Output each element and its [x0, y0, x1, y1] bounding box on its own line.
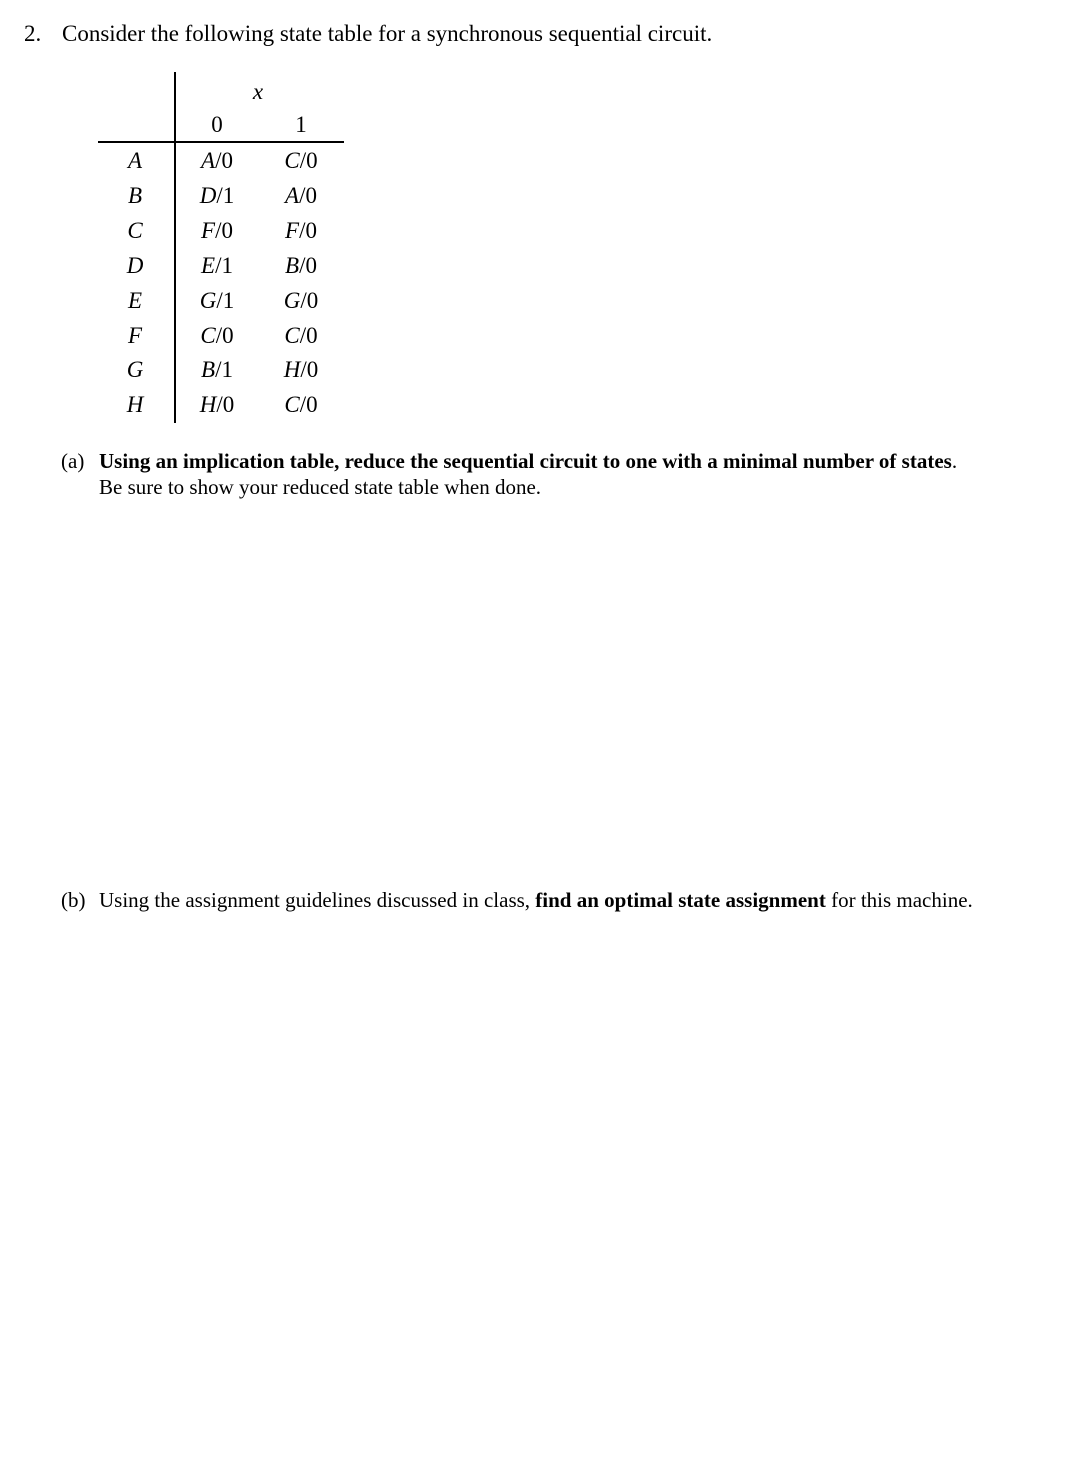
state-label: G — [126, 357, 144, 382]
part-b-lead: Using the assignment guidelines discussed in class, — [99, 888, 536, 912]
column-header-0: 0 — [211, 112, 223, 137]
state-label: D — [126, 253, 144, 278]
next-state: G — [199, 288, 217, 313]
next-state-output-x1: C/0 — [284, 323, 318, 348]
output-value: 1 — [222, 288, 235, 313]
state-label: B — [127, 183, 143, 208]
column-header-1: 1 — [295, 112, 307, 137]
output-value: 0 — [305, 183, 317, 208]
next-state-output-x1: C/0 — [284, 392, 318, 417]
next-state: C — [200, 323, 216, 348]
next-state: C — [284, 323, 300, 348]
output-value: 0 — [222, 392, 235, 417]
output-value: 0 — [306, 148, 318, 173]
next-state: C — [284, 392, 300, 417]
output-value: 0 — [221, 148, 233, 173]
next-state: F — [201, 218, 216, 243]
next-state-output-x1: H/0 — [283, 357, 319, 382]
output-value: 1 — [222, 183, 235, 208]
output-value: 0 — [222, 323, 234, 348]
next-state-output-x0: A/0 — [201, 148, 233, 173]
question-number: 2. — [24, 21, 42, 46]
next-state: C — [284, 148, 300, 173]
part-b-tag: (b) — [61, 888, 86, 912]
output-value: 0 — [306, 392, 318, 417]
question-text: Consider the following state table for a synchronous sequential circuit. — [62, 21, 713, 46]
state-label: F — [127, 323, 143, 348]
next-state-output-x0: B/1 — [201, 357, 233, 382]
state-label: E — [127, 288, 143, 313]
part-b-tail: for this machine. — [825, 888, 973, 912]
next-state-output-x0: D/1 — [199, 183, 235, 208]
next-state-output-x1: C/0 — [284, 148, 318, 173]
next-state: B — [201, 357, 216, 382]
output-value: 0 — [305, 253, 317, 278]
state-label: C — [127, 218, 143, 243]
next-state: F — [285, 218, 300, 243]
next-state: H — [283, 357, 301, 382]
next-state-output-x0: E/1 — [201, 253, 233, 278]
next-state: A — [201, 148, 216, 173]
next-state: A — [285, 183, 300, 208]
part-a-period: . — [951, 449, 958, 473]
table-vertical-rule — [174, 72, 176, 423]
part-a-instruction: Using an implication table, reduce the sequential circuit to one with a minimal number of states — [99, 449, 952, 473]
next-state: E — [201, 253, 216, 278]
input-variable-label: x — [252, 79, 264, 104]
part-a-line-2: Be sure to show your reduced state table when done. — [99, 475, 542, 499]
next-state-output-x0: G/1 — [199, 288, 235, 313]
next-state-output-x1: A/0 — [285, 183, 317, 208]
state-table — [98, 72, 344, 423]
output-value: 1 — [221, 253, 233, 278]
next-state-output-x0: H/0 — [199, 392, 235, 417]
state-label: H — [126, 392, 144, 417]
output-value: 0 — [306, 357, 319, 382]
next-state-output-x1: B/0 — [285, 253, 317, 278]
next-state-output-x1: G/0 — [283, 288, 319, 313]
next-state-output-x0: F/0 — [201, 218, 233, 243]
output-value: 0 — [306, 288, 319, 313]
next-state: B — [285, 253, 300, 278]
next-state-output-x0: C/0 — [200, 323, 234, 348]
part-a — [61, 448, 957, 500]
output-value: 0 — [305, 218, 317, 243]
question-heading — [24, 18, 712, 50]
next-state-output-x1: F/0 — [285, 218, 317, 243]
next-state: D — [199, 183, 217, 208]
part-a-tag: (a) — [61, 449, 85, 473]
part-b-instruction: find an optimal state assignment — [535, 888, 826, 912]
state-label: A — [127, 148, 143, 173]
output-value: 0 — [221, 218, 233, 243]
next-state: G — [283, 288, 301, 313]
output-value: 1 — [221, 357, 233, 382]
table-horizontal-rule — [98, 141, 344, 143]
next-state: H — [199, 392, 217, 417]
output-value: 0 — [306, 323, 318, 348]
part-b — [61, 887, 973, 913]
